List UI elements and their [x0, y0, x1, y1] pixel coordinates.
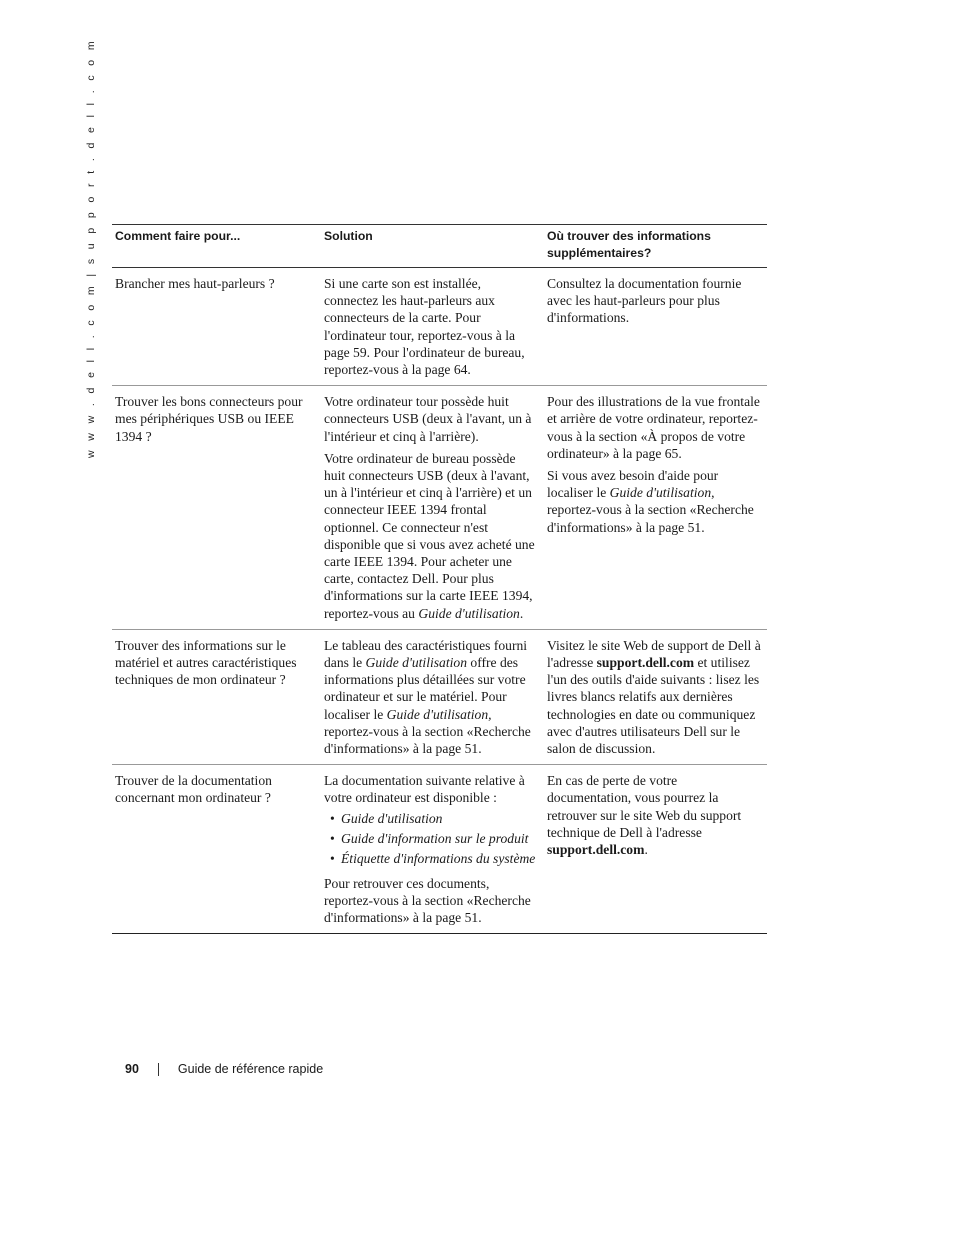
- document-title: Guide d'utilisation: [341, 810, 443, 826]
- solution-text: La documentation suivante relative à votre ordinateur est disponible :: [324, 773, 525, 806]
- info-text: [547, 637, 763, 757]
- solution-text: [324, 450, 538, 622]
- info-text-span: Si vous avez besoin d'aide pour localiser le: [547, 468, 719, 501]
- solution-text: [324, 637, 538, 757]
- solution-text-span: reportez-vous à la section «Recherche d'informations» à la page 51.: [324, 723, 531, 757]
- solution-cell: [322, 268, 544, 385]
- task-cell: [112, 630, 322, 764]
- solution-text-span: Le tableau des caractéristiques fourni dans le: [324, 637, 528, 671]
- task-cell: [112, 268, 322, 385]
- guide-title: Guide d'utilisation: [609, 485, 712, 501]
- task-text: Trouver des informations sur le matériel et autres caractéristiques techniques de mon ordinateur ?: [115, 637, 297, 688]
- guide-title: Guide d'utilisation: [365, 655, 467, 671]
- document-title: Étiquette d'informations du système: [341, 850, 536, 866]
- info-text: [547, 467, 763, 536]
- side-url: w w w . d e l l . c o m | s u p p o r t . d e l l . c o m: [85, 37, 97, 458]
- table-row: [112, 268, 767, 386]
- solution-cell: [322, 630, 544, 764]
- table-row: [112, 386, 767, 630]
- info-cell: [544, 630, 767, 764]
- info-text: [547, 772, 763, 858]
- solution-cell: [322, 765, 544, 933]
- page-footer: [125, 1062, 323, 1076]
- info-cell: [544, 386, 767, 629]
- info-text: Pour des illustrations de la vue frontale et arrière de votre ordinateur, reportez-vous à la section «À propos de votre ordinateur» à la page 65.: [547, 394, 760, 461]
- table-row: [112, 765, 767, 934]
- info-text-span: Visitez le site Web de support de Dell à l'adresse: [547, 637, 761, 671]
- guide-title: Guide d'utilisation: [418, 605, 520, 621]
- info-text-span: , reportez-vous à la section «Recherche d'informations» à la page 51.: [547, 485, 754, 535]
- solution-text-span: Votre ordinateur de bureau possède huit connecteurs USB (deux à l'avant, un à l'intérieur et cinq à l'arrière) et un connecteur IEEE 1394 frontal optionnel. Ce connecteur n'est disponible que si vous avez acheté une carte IEEE 1394. Pour acheter une carte, contactez Dell. Pour plus d'informations sur la carte IEEE 1394, reportez-vous au: [324, 450, 535, 621]
- task-text: Trouver les bons connecteurs pour mes périphériques USB ou IEEE 1394 ?: [115, 394, 303, 444]
- solution-text: Votre ordinateur tour possède huit connecteurs USB (deux à l'avant, un à l'intérieur et cinq à l'arrière).: [324, 394, 532, 444]
- list-item: [324, 849, 538, 869]
- page-number: 90: [125, 1062, 139, 1076]
- solution-cell: [322, 386, 544, 629]
- column-header: Comment faire pour...: [115, 229, 241, 243]
- faq-table: [112, 224, 767, 934]
- support-link[interactable]: support.dell.com: [547, 842, 645, 858]
- footer-divider: [158, 1063, 159, 1076]
- column-header: Où trouver des informations supplémentaires?: [547, 229, 711, 260]
- info-text-span: .: [644, 842, 648, 858]
- info-text-span: En cas de perte de votre documentation, vous pourrez la retrouver sur le site Web du support technique de Dell à l'adresse: [547, 773, 742, 840]
- task-cell: [112, 386, 322, 629]
- footer-title: Guide de référence rapide: [177, 1062, 324, 1076]
- table-header-row: [112, 224, 767, 268]
- guide-title: Guide d'utilisation,: [386, 706, 492, 722]
- support-link[interactable]: support.dell.com: [596, 655, 695, 671]
- document-list: [324, 809, 538, 869]
- list-item: [324, 809, 538, 829]
- info-cell: [544, 765, 767, 933]
- task-cell: [112, 765, 322, 933]
- task-text: Brancher mes haut-parleurs ?: [115, 276, 275, 291]
- info-cell: [544, 268, 767, 385]
- document-title: Guide d'information sur le produit: [341, 830, 529, 846]
- info-text: Consultez la documentation fournie avec les haut-parleurs pour plus d'informations.: [547, 276, 742, 326]
- solution-text-span: offre des informations plus détaillées sur votre ordinateur et sur le matériel. Pour localiser le: [324, 655, 526, 722]
- solution-text-span: .: [519, 605, 524, 621]
- list-item: [324, 829, 538, 849]
- table-row: [112, 630, 767, 765]
- column-header: Solution: [324, 229, 373, 243]
- info-text-span: et utilisez l'un des outils d'aide suivants : lisez les livres blancs relatifs aux dernières technologies en date ou communiquez avec d'autres utilisateurs Dell sur le salon de discussion.: [547, 655, 760, 757]
- solution-text: Si une carte son est installée, connectez les haut-parleurs aux connecteurs de la carte. Pour l'ordinateur tour, reportez-vous à la page 59. Pour l'ordinateur de bureau, reportez-vous à la page 64.: [324, 276, 525, 378]
- solution-text: Pour retrouver ces documents, reportez-vous à la section «Recherche d'informations» à la page 51.: [324, 875, 531, 926]
- task-text: Trouver de la documentation concernant mon ordinateur ?: [115, 773, 272, 806]
